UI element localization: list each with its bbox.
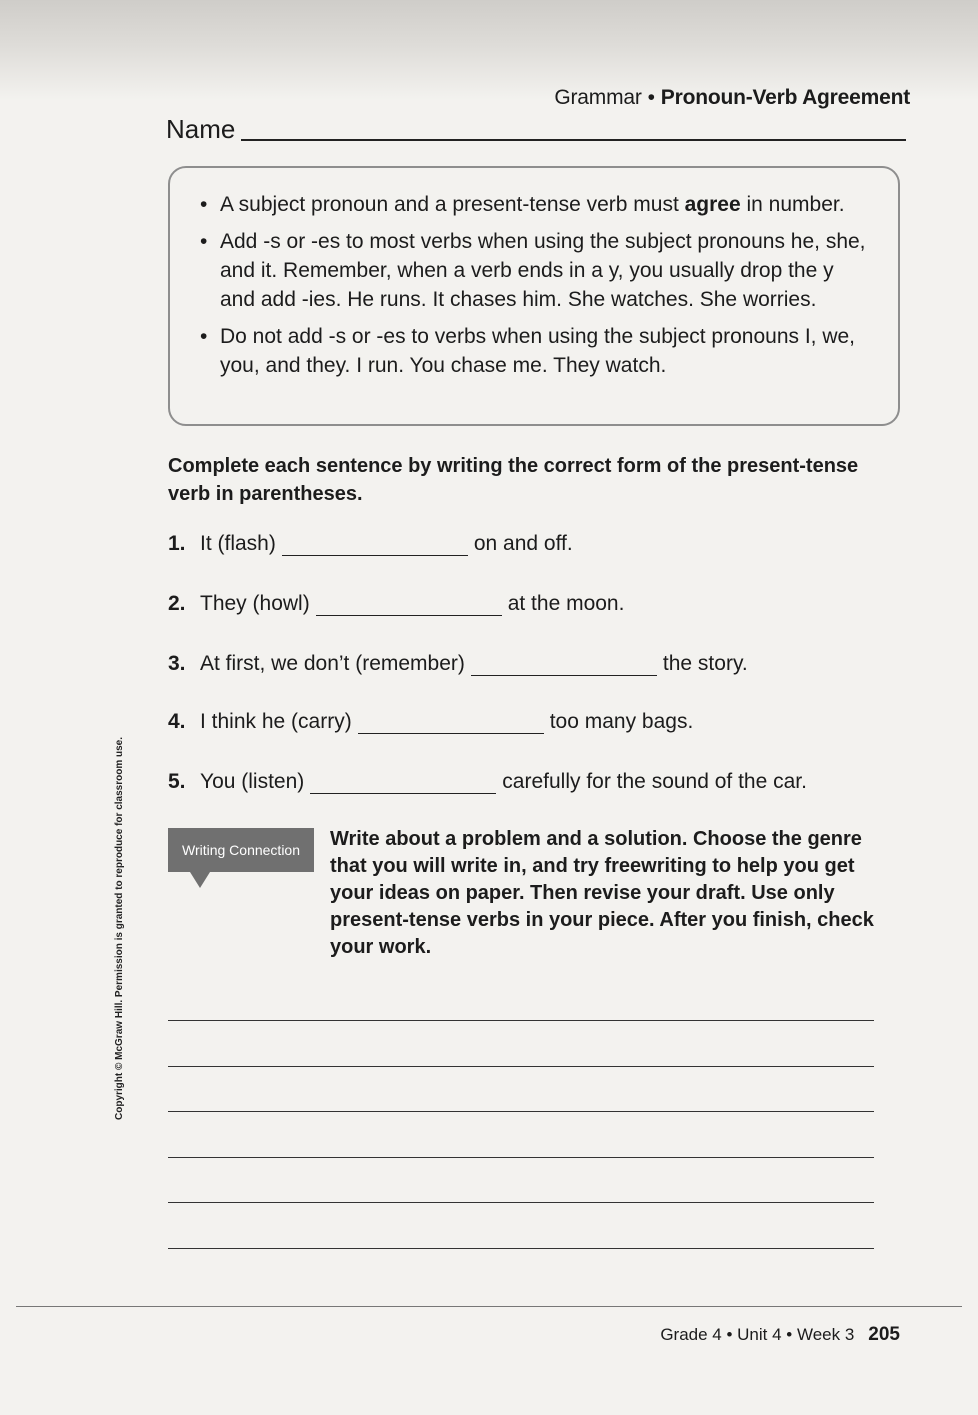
exercise-ending: on and off. (473, 532, 573, 555)
footer-location: Grade 4 • Unit 4 • Week 3 (660, 1325, 855, 1344)
answer-blank[interactable] (316, 595, 502, 616)
answer-blank[interactable] (471, 655, 657, 676)
writing-line[interactable] (168, 1111, 874, 1112)
name-row (166, 114, 906, 145)
exercise-3 (168, 652, 748, 676)
exercise-5 (168, 770, 807, 794)
header-topic: Pronoun-Verb Agreement (660, 86, 910, 109)
exercise-prompt: They (howl) (200, 592, 310, 615)
exercise-2 (168, 592, 624, 616)
exercise-prompt: It (flash) (200, 532, 276, 555)
exercise-4 (168, 710, 693, 734)
exercise-1 (168, 532, 573, 556)
exercise-ending: at the moon. (507, 592, 625, 615)
writing-line[interactable] (168, 1020, 874, 1021)
page-footer (660, 1324, 900, 1346)
answer-blank[interactable] (310, 773, 496, 794)
rule-item-2: • Add -s or -es to most verbs when using the subject pronouns he, she, and it. Remember, when a verb ends in a y, you usually drop the y and add -ies. He runs. It chases him. She watches. She worries. (200, 227, 868, 314)
name-label: Name (166, 114, 236, 144)
page-header (554, 86, 910, 110)
rule-box (168, 166, 900, 426)
writing-line[interactable] (168, 1202, 874, 1203)
exercise-number: 4. (168, 710, 186, 733)
page-number: 205 (868, 1324, 900, 1345)
exercise-ending: too many bags. (549, 710, 694, 733)
writing-connection-prompt: Write about a problem and a solution. Choose the genre that you will write in, and try freewriting to help you get your ideas on paper. Then revise your draft. Use only present-tense verbs in your piece. After you finish, check your work. (330, 828, 874, 958)
answer-blank[interactable] (358, 713, 544, 734)
exercise-number: 1. (168, 532, 186, 555)
name-field[interactable] (241, 117, 906, 141)
header-separator: • (647, 86, 655, 109)
instructions: Complete each sentence by writing the correct form of the present-tense verb in parentheses. (168, 455, 859, 505)
rule-keyword: agree (684, 193, 741, 216)
footer-divider (16, 1306, 962, 1307)
exercise-ending: the story. (662, 652, 748, 675)
exercise-ending: carefully for the sound of the car. (502, 770, 807, 793)
writing-line[interactable] (168, 1248, 874, 1249)
answer-blank[interactable] (282, 535, 468, 556)
header-subject: Grammar (554, 86, 642, 109)
writing-connection-tag: Writing Connection (168, 828, 314, 872)
exercise-number: 5. (168, 770, 186, 793)
rule-item-3: • Do not add -s or -es to verbs when using the subject pronouns I, we, you, and they. I run. You chase me. They watch. (200, 322, 868, 380)
exercise-prompt: You (listen) (200, 770, 305, 793)
writing-line[interactable] (168, 1066, 874, 1067)
copyright-notice: Copyright © McGraw Hill. Permission is granted to reproduce for classroom use. (114, 736, 125, 1120)
exercise-number: 3. (168, 652, 186, 675)
exercise-number: 2. (168, 592, 186, 615)
rule-item-1: • A subject pronoun and a present-tense verb must agree in number. (200, 190, 868, 219)
exercise-prompt: At first, we don’t (remember) (200, 652, 465, 675)
exercise-prompt: I think he (carry) (200, 710, 352, 733)
writing-line[interactable] (168, 1157, 874, 1158)
page-shadow (0, 0, 978, 100)
